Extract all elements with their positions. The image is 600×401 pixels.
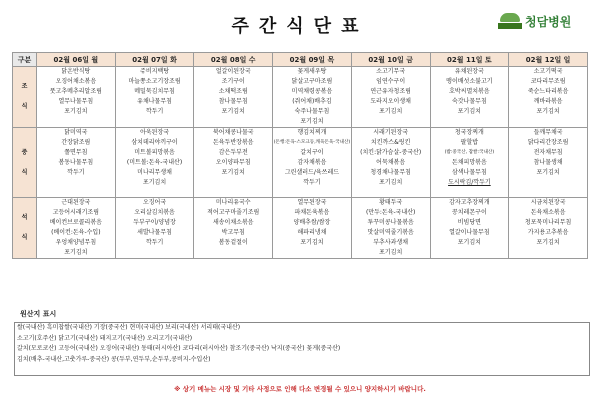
menu-item: 돈채피망볶음 xyxy=(451,159,487,166)
menu-cell xyxy=(194,128,273,198)
menu-item: 투꾸미콩나물볶음 xyxy=(367,219,414,226)
menu-item: 파채돈육볶음 xyxy=(294,209,330,216)
meal-row xyxy=(13,67,588,128)
menu-item: 우엉채양념무침 xyxy=(55,239,97,246)
menu-item: 열무나물무침 xyxy=(58,98,94,105)
menu-item: (치킨:닭가슴살-중국산) xyxy=(360,149,422,156)
menu-item: 연근유자청조림 xyxy=(370,88,411,95)
menu-cell xyxy=(115,128,194,198)
origin-box xyxy=(14,322,590,376)
menu-item: 포기김치 xyxy=(64,249,88,256)
meal-label xyxy=(13,128,37,198)
menu-item: (쥐어채)배추김 xyxy=(292,98,332,105)
menu-item: 맹이배섯소불고기 xyxy=(446,78,493,85)
meal-label xyxy=(13,198,37,259)
menu-item: 시금치된장국 xyxy=(530,199,566,206)
menu-cell xyxy=(115,67,194,128)
menu-item: 오리살김치볶음 xyxy=(134,209,175,216)
menu-item: 갈치구이 xyxy=(300,149,324,156)
menu-item: 그린샐러드/육쓰레드 xyxy=(284,169,340,176)
menu-item: 행김치찌개 xyxy=(297,129,327,136)
menu-cell xyxy=(273,128,352,198)
weekly-menu-table xyxy=(12,52,588,259)
menu-item: 풋고추메추리알조림 xyxy=(49,88,102,95)
menu-item: 오징어채소볶음 xyxy=(55,78,97,85)
menu-item: 포기김치 xyxy=(536,108,560,115)
menu-item: 감은두부전 xyxy=(218,149,248,156)
menu-item: 삼치데리야끼구이 xyxy=(131,139,178,146)
menu-item: 팔할밥 xyxy=(460,139,479,146)
menu-item: 닭온반식탕 xyxy=(61,68,91,75)
menu-item: 미트볼피망볶음 xyxy=(134,149,175,156)
menu-item: 닭미역국 xyxy=(64,129,88,136)
day-header: 02월 06일 월 xyxy=(37,53,116,67)
menu-item: 삼색나물무침 xyxy=(451,169,487,176)
menu-item: 포기김치 xyxy=(379,108,403,115)
menu-item: 포기김치 xyxy=(536,169,560,176)
menu-item: 유채나물무침 xyxy=(137,98,172,105)
menu-item: 유채된장국 xyxy=(454,68,484,75)
menu-item: 호박씨멸치볶음 xyxy=(449,88,490,95)
menu-item: (밥:중국산, 찹쌀:국내산) xyxy=(444,150,495,155)
menu-cell xyxy=(351,67,430,128)
menu-item: 닭다리간장조림 xyxy=(527,139,569,146)
menu-item: 미나리유국수 xyxy=(215,199,251,206)
menu-item: 깍두기 xyxy=(145,239,164,246)
menu-item: (베이컨:돈육-수입) xyxy=(51,229,101,236)
logo-name: 청담병원 xyxy=(525,14,572,29)
day-header: 02월 07일 화 xyxy=(115,53,194,67)
menu-item: 포기김치 xyxy=(64,108,88,115)
menu-item: 포기김치 xyxy=(536,239,560,246)
menu-item: 간장닭조림 xyxy=(61,139,91,146)
menu-item: 감자채볶음 xyxy=(297,159,327,166)
page-title: 주간식단표 xyxy=(231,16,369,37)
menu-item: 가지용고추볶음 xyxy=(527,229,569,236)
menu-cell xyxy=(194,67,273,128)
menu-item: 비빔당면 xyxy=(457,219,481,226)
menu-item: 깍두기 xyxy=(67,169,85,176)
menu-item: 포기김치 xyxy=(379,179,403,186)
menu-cell xyxy=(194,198,273,259)
menu-item: 포기김치 xyxy=(300,118,324,125)
menu-item: 북어채콩나물국 xyxy=(212,129,254,136)
menu-item: 쥬비지백탕 xyxy=(140,68,170,75)
menu-item: 전자채무침 xyxy=(533,149,563,156)
meal-label-char: 석 xyxy=(21,214,28,221)
menu-item: 숙주나물무침 xyxy=(294,108,330,115)
menu-item: 감자고추장찌개 xyxy=(449,199,490,206)
menu-cell xyxy=(273,198,352,259)
gubun-header: 구분 xyxy=(13,53,37,67)
menu-item: 세발나물무침 xyxy=(137,229,172,236)
menu-cell xyxy=(509,198,588,259)
menu-item: 포기김치 xyxy=(457,239,481,246)
menu-item: 양배추쌈/쌈장 xyxy=(293,219,331,226)
day-header: 02월 10일 금 xyxy=(351,53,430,67)
menu-item: 도시락김/깍두기 xyxy=(448,179,491,186)
menu-cell xyxy=(37,67,116,128)
menu-item: 쫄면무침 xyxy=(64,149,88,156)
menu-item: 꽁치레몬구이 xyxy=(451,209,487,216)
menu-item: 봄동겉절이 xyxy=(218,239,248,246)
menu-item: 포기김치 xyxy=(142,179,167,186)
logo-leaf-icon xyxy=(498,11,522,31)
menu-cell xyxy=(351,198,430,259)
menu-cell xyxy=(115,198,194,259)
header-row xyxy=(13,53,588,67)
menu-item: 새송이채소볶음 xyxy=(212,219,254,226)
menu-cell xyxy=(37,198,116,259)
menu-item: 임연수구이 xyxy=(376,78,406,85)
menu-item: 맛살미역줄기볶음 xyxy=(367,229,414,236)
menu-item: 미나리무생채 xyxy=(137,169,172,176)
menu-item: 들깨무채국 xyxy=(533,129,563,136)
notice-text: ※ 상기 메뉴는 시장 및 기타 사정으로 인해 다소 변경될 수 있으니 양지하시기 바랍니다. xyxy=(174,385,426,393)
meal-row xyxy=(13,198,588,259)
menu-item: (돈행:돈육-스모크등,캐육돈육-국내산) xyxy=(273,140,351,145)
menu-cell xyxy=(430,67,509,128)
meal-label-char: 식 xyxy=(21,103,28,110)
menu-item: 시래기된장국 xyxy=(373,129,409,136)
menu-item: 메밀묵김치무침 xyxy=(134,88,175,95)
menu-item: 마늘쫑소고기장조림 xyxy=(128,78,181,85)
menu-item: 돈육채소볶음 xyxy=(530,209,566,216)
menu-item: 소고기떡국 xyxy=(533,68,563,75)
menu-cell xyxy=(273,67,352,128)
day-header: 02월 09일 목 xyxy=(273,53,352,67)
menu-item: 해파리냉채 xyxy=(297,229,327,236)
menu-item: 적어고구마줄기조림 xyxy=(207,209,260,216)
menu-item: 어묵채볶음 xyxy=(376,159,406,166)
menu-item: 조기구이 xyxy=(221,78,245,85)
menu-item: 봄동나물무침 xyxy=(58,159,94,166)
menu-item: 청포묵미나리무침 xyxy=(524,219,572,226)
menu-item: 깨바라볶음 xyxy=(533,98,563,105)
menu-item: 두부구이/양념장 xyxy=(133,219,176,226)
menu-cell xyxy=(509,67,588,128)
menu-cell xyxy=(509,128,588,198)
menu-cell xyxy=(37,128,116,198)
menu-item: 코다리무조림 xyxy=(530,78,566,85)
menu-item: (미트볼:돈육-국내산) xyxy=(126,159,183,166)
meal-label-char: 중 xyxy=(21,148,28,156)
menu-item: 도라지오이생채 xyxy=(370,98,411,105)
menu-item: 베이컨브로콜리볶음 xyxy=(49,219,102,226)
menu-item: 꽃게새우탕 xyxy=(297,68,327,75)
menu-item: 포기김치 xyxy=(221,108,245,115)
menu-item: 얼갈이된장국 xyxy=(215,68,251,75)
menu-item: 참나물생채 xyxy=(533,159,563,166)
origin-line: 소고기(호주산) 닭고기(국내산) 돼지고기(국내산) 오리고기(국내산) xyxy=(17,334,193,342)
origin-title: 원산지 표시 xyxy=(20,310,57,318)
menu-item: 참나물무침 xyxy=(218,98,248,105)
menu-item: 죽순느타리볶음 xyxy=(527,88,569,95)
menu-cell xyxy=(351,128,430,198)
menu-item: 열갈이나물무침 xyxy=(449,229,490,236)
meal-label-char: 식 xyxy=(21,234,28,241)
menu-item: 깍두기 xyxy=(145,108,164,115)
origin-line: 김치(배추-국내산,고춧가루-중국산) 콩(두부,연두부,순두부,콩비지-수입산) xyxy=(17,355,211,363)
menu-item: 청경채나물무침 xyxy=(370,169,411,176)
menu-item: 아욱된장국 xyxy=(140,129,170,136)
origin-line: 갈치(모로코산) 고등어(국내산) 오징어(국내산) 동태(러시아산) 코다리(러시아산) 참조기(중국산) 낙지(중국산) 꽃게(중국산) xyxy=(17,345,341,352)
menu-item: 숙갓나물무침 xyxy=(451,98,487,105)
menu-item: 돈육두반장볶음 xyxy=(212,139,254,146)
hospital-logo xyxy=(498,8,590,34)
menu-item: 박고무침 xyxy=(221,229,245,236)
menu-item: 오이양파무침 xyxy=(215,159,251,166)
menu-item: 오징어국 xyxy=(142,199,167,206)
meal-row xyxy=(13,128,588,198)
menu-cell xyxy=(430,128,509,198)
menu-cell xyxy=(430,198,509,259)
menu-item: 포기김치 xyxy=(379,249,403,256)
menu-item: 부추사과생채 xyxy=(373,239,409,246)
menu-item: 근대된장국 xyxy=(61,199,91,206)
meal-label xyxy=(13,67,37,128)
menu-item: 포기김치 xyxy=(300,239,324,246)
menu-item: 열무된장국 xyxy=(297,199,327,206)
menu-item: 닭살고구마조림 xyxy=(291,78,333,85)
menu-item: 포기김치 xyxy=(457,108,481,115)
menu-item: (만두:돈육-국내산) xyxy=(365,209,416,216)
menu-item: 미역채령콩볶음 xyxy=(291,88,333,95)
menu-item: 황태두국 xyxy=(379,199,403,206)
meal-label-char: 조 xyxy=(21,83,28,90)
menu-item: 청국장찌개 xyxy=(454,129,484,136)
menu-item: 소채떡조림 xyxy=(218,88,248,95)
menu-item: 고등어시래기조림 xyxy=(52,209,100,216)
menu-item: 소고기무국 xyxy=(376,68,406,75)
menu-item: 깍두기 xyxy=(303,179,321,186)
day-header: 02월 08일 수 xyxy=(194,53,273,67)
day-header: 02월 12일 일 xyxy=(509,53,588,67)
meal-label-char: 식 xyxy=(21,168,28,176)
origin-line: 쌀(국내산) 흑미찹쌀(국내산) 기장(중국산) 현미(국내산) 보리(국내산) 서리태(국내산) xyxy=(17,324,241,331)
menu-item: 포기김치 xyxy=(221,169,245,176)
menu-item: 치킨까스&링킨 xyxy=(370,139,411,146)
day-header: 02월 11일 토 xyxy=(430,53,509,67)
